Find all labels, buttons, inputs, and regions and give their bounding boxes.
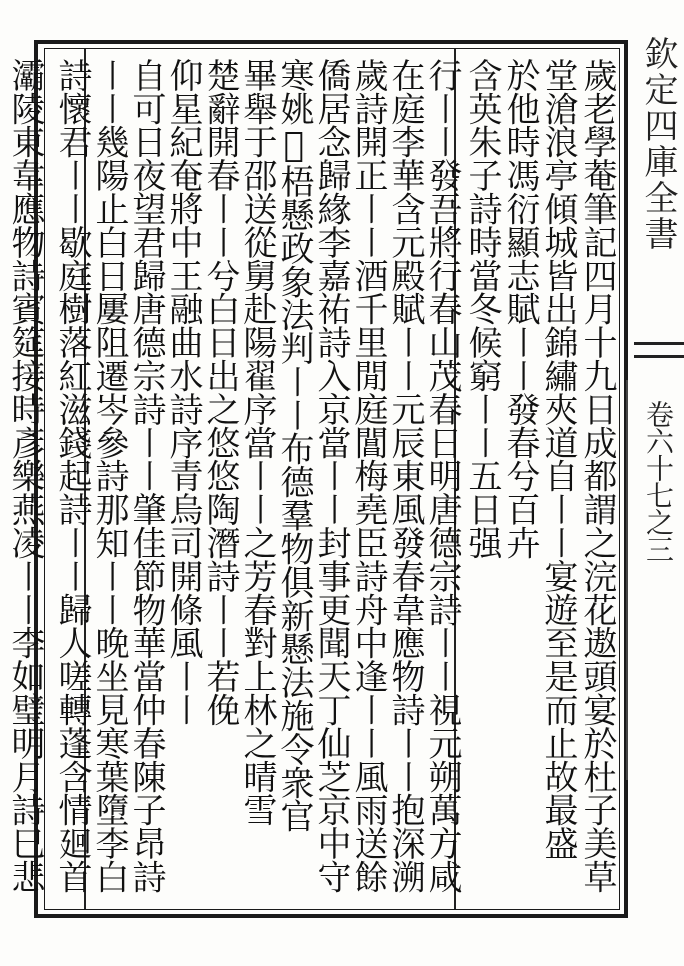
page-edge-line	[626, 380, 628, 780]
page-margin	[628, 36, 684, 918]
text-column-14: 〡〡幾陽止白日屢阻遷岑參詩那知〡〡晚坐見寒葉墮李白	[89, 58, 129, 894]
text-column-6: 在庭李華含元殿賦〡〡元辰東風發春韋應物詩〡〡抱深溯	[385, 58, 425, 894]
text-column-1: 歲老學菴筆記四月十九日成都謂之浣花遨頭宴於杜子美草	[577, 58, 617, 894]
book-title: 欽定四庫全書	[638, 36, 678, 252]
text-column-3: 於他時馮衍顯志賦〡〡發春兮百卉	[500, 58, 540, 560]
text-column-5: 行〡〡發吾將行春山茂春日明唐德宗詩〡〡視元朔萬方咸	[422, 58, 462, 894]
text-column-7: 歲詩開正〡〡酒千里閒庭閶梅堯臣詩舟中逢〡〡風雨送餘	[348, 58, 388, 894]
text-column-4: 含英朱子詩時當冬候窮〡〡五日强	[462, 58, 502, 560]
volume-label: 卷六十七之三	[642, 400, 675, 562]
text-column-8: 僑居念歸緣李嘉祐詩入京當〡〡封事更聞天丁仙芝京中守	[311, 58, 351, 894]
text-column-15: 詩懷君〡〡歇庭樹落紅滋錢起詩〡〡歸人嗟轉蓬含情廻首	[52, 58, 92, 894]
text-column-9: 寒姚𭪙梧懸政象法判〡〡布德羣物俱新懸法施令衆官	[274, 58, 314, 833]
text-column-16: 灞陵東韋應物詩賓筵接時彥樂燕凌〡〡李如璧明月詩巳悲	[5, 58, 45, 894]
text-column-13: 自可日夜望君歸唐德宗詩〡〡肇佳節物華當仲春陳子昂詩	[126, 58, 166, 894]
fish-tail-mark	[634, 342, 684, 358]
text-column-2: 堂滄浪亭傾城皆出錦繡夾道自〡〡宴遊至是而止故最盛	[538, 58, 578, 860]
text-column-12: 仰星紀奄將中王融曲水詩序青烏司開條風〡〡	[163, 58, 203, 727]
text-column-11: 楚辭開春〡〡兮白日出之悠悠陶潛詩〡〡若俛	[200, 58, 240, 727]
text-column-10: 畢舉于邵送從舅赴陽翟序當〡〡之芳春對上林之晴雪	[237, 58, 277, 827]
